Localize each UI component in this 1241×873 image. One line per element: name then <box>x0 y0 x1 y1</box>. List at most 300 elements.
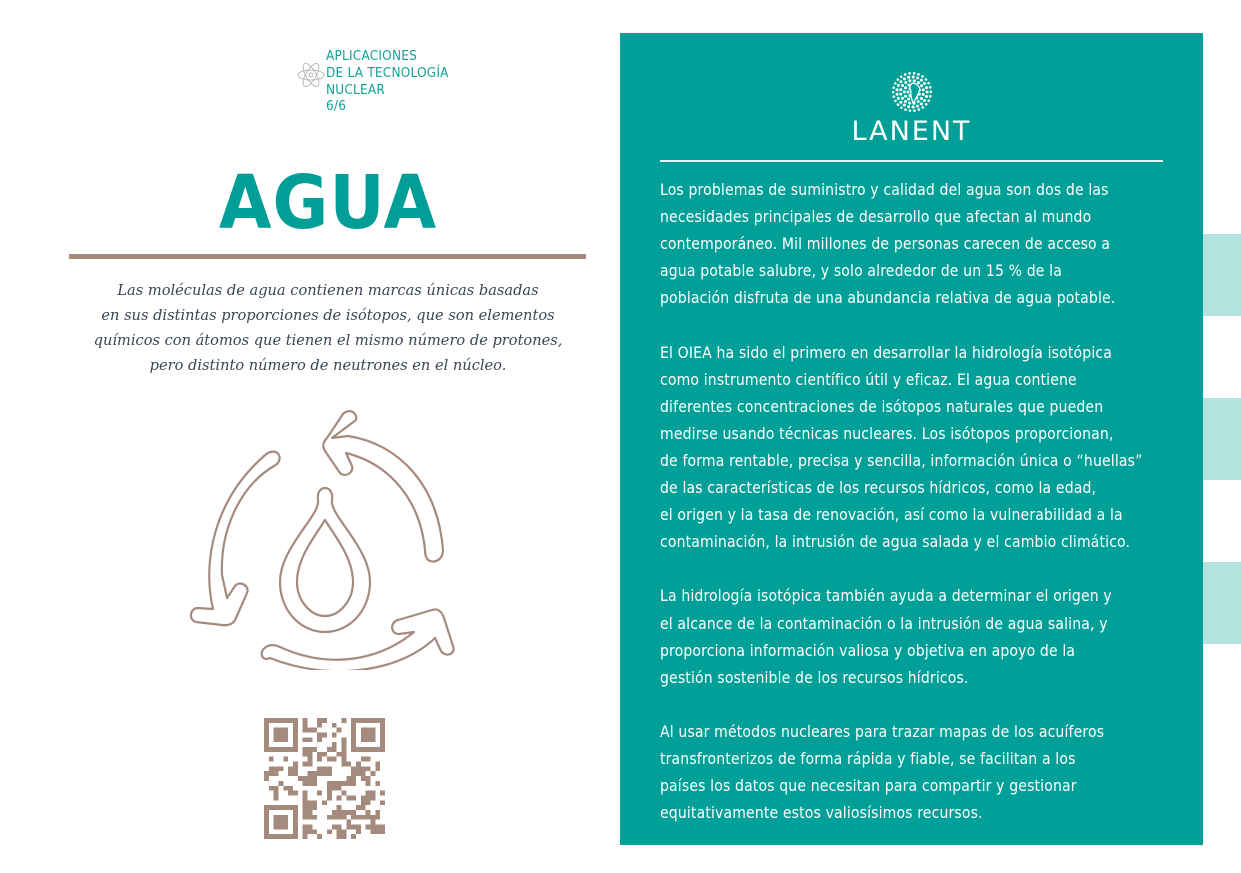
qr-module <box>283 824 288 829</box>
qr-module <box>274 733 279 738</box>
qr-module <box>303 834 308 839</box>
qr-module <box>380 824 385 829</box>
qr-module <box>283 737 288 742</box>
qr-module <box>303 781 308 786</box>
qr-module <box>303 795 308 800</box>
qr-module <box>380 742 385 747</box>
series-header <box>296 48 449 115</box>
qr-module <box>279 815 284 820</box>
qr-module <box>274 820 279 825</box>
qr-module <box>337 815 342 820</box>
qr-module <box>351 771 356 776</box>
text-line: diferentes concentraciones de isótopos naturales que pueden <box>660 397 1104 416</box>
qr-module <box>361 800 366 805</box>
qr-module <box>279 824 284 829</box>
qr-module <box>317 752 322 757</box>
globe-dot <box>902 77 905 80</box>
qr-module <box>303 737 308 742</box>
intro-line: químicos con átomos que tienen el mismo número de protones, <box>93 332 563 349</box>
text-line: Los problemas de suministro y calidad del agua son dos de las <box>660 181 1109 199</box>
globe-dot <box>915 105 918 108</box>
qr-module <box>351 728 356 733</box>
globe-dot <box>902 90 905 93</box>
qr-module <box>351 795 356 800</box>
page-title: AGUA <box>218 160 438 246</box>
qr-module <box>375 781 380 786</box>
qr-module <box>346 810 351 815</box>
qr-module <box>279 781 284 786</box>
qr-module <box>337 834 342 839</box>
qr-module <box>317 791 322 796</box>
globe-dot <box>912 72 915 75</box>
series-page-number: 6/6 <box>326 98 347 115</box>
qr-module <box>293 829 298 834</box>
qr-module <box>283 834 288 839</box>
qr-module <box>375 747 380 752</box>
qr-module <box>351 718 356 723</box>
globe-dot <box>921 93 924 96</box>
text-line: transfronterizos de forma rápida y fiable, se facilitan a los <box>660 749 1076 768</box>
qr-module <box>366 824 371 829</box>
globe-dot <box>924 78 927 81</box>
qr-module <box>283 747 288 752</box>
text-line: el origen y la tasa de renovación, así como la vulnerabilidad a la <box>660 506 1123 525</box>
info-panel <box>620 33 1203 845</box>
qr-module <box>341 781 346 786</box>
qr-module <box>279 733 284 738</box>
atom-icon <box>296 52 326 98</box>
qr-module <box>375 824 380 829</box>
globe-dot <box>907 97 910 100</box>
globe-dot <box>929 91 932 94</box>
globe-dot <box>908 109 911 112</box>
qr-module <box>366 747 371 752</box>
qr-module <box>332 824 337 829</box>
qr-module <box>327 829 332 834</box>
qr-module <box>380 737 385 742</box>
qr-module <box>303 810 308 815</box>
qr-module <box>279 737 284 742</box>
body-text <box>660 177 1180 854</box>
qr-module <box>366 737 371 742</box>
qr-module <box>317 766 322 771</box>
globe-dot <box>896 103 899 106</box>
qr-module <box>366 810 371 815</box>
qr-module <box>356 762 361 767</box>
qr-module <box>293 824 298 829</box>
qr-module <box>380 791 385 796</box>
section-tab[interactable] <box>1203 234 1241 316</box>
qr-module <box>283 815 288 820</box>
qr-module <box>327 766 332 771</box>
qr-module <box>279 747 284 752</box>
qr-module <box>264 733 269 738</box>
qr-module <box>303 776 308 781</box>
qr-module <box>308 800 313 805</box>
qr-module <box>332 742 337 747</box>
qr-module <box>337 824 342 829</box>
qr-module <box>351 723 356 728</box>
qr-module <box>274 728 279 733</box>
globe-dot <box>895 93 898 96</box>
globe-dot <box>924 86 927 89</box>
qr-module <box>351 815 356 820</box>
qr-module <box>327 757 332 762</box>
qr-module <box>293 805 298 810</box>
qr-module <box>322 771 327 776</box>
qr-module <box>317 718 322 723</box>
qr-module <box>351 766 356 771</box>
qr-module <box>346 824 351 829</box>
globe-dot <box>919 102 922 105</box>
globe-dot <box>899 93 902 96</box>
qr-module <box>332 757 337 762</box>
qr-module <box>366 766 371 771</box>
globe-dot <box>904 86 907 89</box>
qr-module <box>288 771 293 776</box>
qr-module <box>356 766 361 771</box>
qr-module <box>303 762 308 767</box>
qr-module <box>351 776 356 781</box>
qr-module <box>293 766 298 771</box>
globe-dot <box>922 99 925 102</box>
globe-dot <box>899 88 902 91</box>
paragraph <box>660 583 1180 691</box>
globe-dot <box>908 102 911 105</box>
qr-module <box>293 742 298 747</box>
globe-dot <box>894 100 897 103</box>
qr-module <box>264 737 269 742</box>
globe-dot <box>908 72 911 75</box>
qr-module <box>332 723 337 728</box>
qr-module <box>264 820 269 825</box>
qr-module <box>361 795 366 800</box>
qr-module <box>361 766 366 771</box>
qr-module <box>346 795 351 800</box>
qr-module <box>279 834 284 839</box>
qr-module <box>341 757 346 762</box>
qr-module <box>370 820 375 825</box>
globe-network-icon <box>891 71 933 113</box>
qr-module <box>288 718 293 723</box>
qr-module <box>361 771 366 776</box>
qr-module <box>322 752 327 757</box>
qr-module <box>279 805 284 810</box>
qr-module <box>366 791 371 796</box>
qr-module <box>264 810 269 815</box>
qr-module <box>322 800 327 805</box>
globe-dot <box>903 73 906 76</box>
globe-dot <box>919 97 922 100</box>
qr-module <box>370 771 375 776</box>
qr-module <box>264 829 269 834</box>
qr-module <box>293 718 298 723</box>
qr-module <box>337 781 342 786</box>
qr-module <box>322 733 327 738</box>
qr-module <box>332 810 337 815</box>
globe-dot <box>917 73 920 76</box>
qr-module <box>370 728 375 733</box>
qr-module <box>274 795 279 800</box>
qr-module <box>337 786 342 791</box>
qr-module <box>279 718 284 723</box>
text-line: La hidrología isotópica también ayuda a determinar el origen y <box>660 587 1112 606</box>
logo <box>620 71 1203 147</box>
qr-module <box>308 752 313 757</box>
qr-module <box>351 733 356 738</box>
qr-module <box>264 747 269 752</box>
qr-module <box>264 776 269 781</box>
qr-module <box>308 829 313 834</box>
qr-module <box>303 723 308 728</box>
globe-dot <box>907 76 910 79</box>
globe-dot <box>924 103 927 106</box>
qr-module <box>312 776 317 781</box>
qr-module <box>370 815 375 820</box>
globe-dot <box>917 108 920 111</box>
text-line: gestión sostenible de los recursos hídricos. <box>660 668 969 687</box>
qr-module <box>303 800 308 805</box>
qr-module <box>308 728 313 733</box>
text-line: agua potable salubre, y solo alrededor de un 15 % de la <box>660 262 1062 281</box>
qr-module <box>337 810 342 815</box>
qr-module <box>308 824 313 829</box>
qr-module <box>370 795 375 800</box>
text-line: medirse usando técnicas nucleares. Los isótopos proporcionan, <box>660 424 1114 443</box>
qr-module <box>303 805 308 810</box>
qr-module <box>327 747 332 752</box>
qr-module <box>337 728 342 733</box>
qr-module <box>366 795 371 800</box>
qr-module <box>317 733 322 738</box>
qr-module <box>337 805 342 810</box>
qr-module <box>312 800 317 805</box>
qr-module <box>337 829 342 834</box>
qr-module <box>317 834 322 839</box>
qr-module <box>361 757 366 762</box>
globe-dot <box>928 86 931 89</box>
qr-module <box>308 781 313 786</box>
globe-dot <box>906 91 909 94</box>
section-tab[interactable] <box>1203 398 1241 480</box>
qr-module <box>327 791 332 796</box>
qr-module <box>303 824 308 829</box>
qr-module <box>293 815 298 820</box>
text-line: El OIEA ha sido el primero en desarrollar la hidrología isotópica <box>660 343 1112 362</box>
qr-module <box>312 781 317 786</box>
qr-module <box>274 747 279 752</box>
qr-module <box>351 810 356 815</box>
globe-dot <box>891 91 894 94</box>
qr-module <box>283 820 288 825</box>
globe-dot <box>925 91 928 94</box>
qr-module <box>346 781 351 786</box>
text-line: el alcance de la contaminación o la intrusión de agua salina, y <box>660 614 1108 633</box>
text-line: necesidades principales de desarrollo que afectan al mundo <box>660 208 1092 227</box>
qr-module <box>269 771 274 776</box>
qr-module <box>308 762 313 767</box>
qr-module <box>356 747 361 752</box>
qr-module <box>274 791 279 796</box>
qr-module <box>288 747 293 752</box>
qr-module <box>341 742 346 747</box>
qr-module <box>370 829 375 834</box>
qr-module <box>327 795 332 800</box>
qr-module <box>283 728 288 733</box>
globe-dot <box>921 75 924 78</box>
qr-module <box>312 815 317 820</box>
text-line: población disfruta de una abundancia relativa de agua potable. <box>660 289 1116 308</box>
qr-module <box>380 733 385 738</box>
qr-module <box>274 805 279 810</box>
qr-module <box>356 805 361 810</box>
qr-module <box>288 805 293 810</box>
continent-shape <box>909 83 919 103</box>
qr-module <box>380 723 385 728</box>
qr-module <box>356 815 361 820</box>
qr-module <box>293 834 298 839</box>
qr-module <box>312 747 317 752</box>
text-line: de las características de los recursos hídricos, como la edad, <box>660 479 1097 498</box>
text-line: países los datos que necesitan para compartir y gestionar <box>660 777 1077 796</box>
qr-module <box>366 776 371 781</box>
section-tab[interactable] <box>1203 562 1241 644</box>
qr-module <box>380 829 385 834</box>
qr-module <box>361 747 366 752</box>
qr-module <box>356 829 361 834</box>
title-divider <box>69 254 586 259</box>
globe-dot <box>911 106 914 109</box>
qr-module <box>269 747 274 752</box>
text-line: contemporáneo. Mil millones de personas carecen de acceso a <box>660 235 1111 254</box>
intro-line: pero distinto número de neutrones en el núcleo. <box>149 357 507 374</box>
qr-module <box>264 718 269 723</box>
qr-module <box>370 824 375 829</box>
qr-module <box>366 781 371 786</box>
qr-module <box>380 800 385 805</box>
qr-module <box>298 776 303 781</box>
qr-module <box>264 834 269 839</box>
qr-module <box>327 781 332 786</box>
qr-module <box>308 737 313 742</box>
globe-dot <box>900 106 903 109</box>
text-line: equitativamente estos valiosísimos recursos. <box>660 804 983 823</box>
qr-module <box>361 776 366 781</box>
globe-dot <box>896 78 899 81</box>
globe-dot <box>893 82 896 85</box>
globe-dot <box>907 105 910 108</box>
globe-dot <box>919 79 922 82</box>
qr-module <box>370 747 375 752</box>
qr-module <box>327 786 332 791</box>
qr-module <box>264 742 269 747</box>
qr-module <box>317 771 322 776</box>
qr-module <box>279 766 284 771</box>
paragraph <box>660 340 1180 557</box>
qr-module <box>264 824 269 829</box>
qr-module <box>308 771 313 776</box>
qr-module <box>366 757 371 762</box>
qr-module <box>337 752 342 757</box>
qr-module <box>317 723 322 728</box>
globe-dot <box>920 84 923 87</box>
qr-module <box>317 757 322 762</box>
qr-module <box>293 723 298 728</box>
globe-dot <box>921 106 924 109</box>
qr-module <box>317 737 322 742</box>
qr-module <box>288 766 293 771</box>
qr-module <box>269 805 274 810</box>
globe-dot <box>895 88 898 91</box>
qr-module <box>366 815 371 820</box>
qr-module <box>288 791 293 796</box>
qr-code[interactable] <box>264 718 385 839</box>
qr-module <box>351 742 356 747</box>
qr-module <box>341 762 346 767</box>
qr-module <box>264 723 269 728</box>
qr-module <box>269 766 274 771</box>
qr-module <box>375 829 380 834</box>
qr-module <box>293 733 298 738</box>
qr-module <box>356 771 361 776</box>
qr-module <box>283 733 288 738</box>
water-cycle-icon <box>180 400 470 670</box>
text-line: proporciona información valiosa y objetiva en apoyo de la <box>660 641 1076 660</box>
qr-module <box>283 786 288 791</box>
logo-text: LANENT <box>851 116 972 147</box>
qr-module <box>332 786 337 791</box>
qr-module <box>293 762 298 767</box>
qr-module <box>293 728 298 733</box>
qr-module <box>366 728 371 733</box>
globe-dot <box>908 79 911 82</box>
qr-module <box>375 718 380 723</box>
qr-module <box>274 766 279 771</box>
qr-module <box>375 762 380 767</box>
intro-line: en sus distintas proporciones de isótopos, que son elementos <box>101 307 555 324</box>
qr-module <box>332 781 337 786</box>
paragraph <box>660 177 1180 312</box>
qr-module <box>370 733 375 738</box>
qr-module <box>332 815 337 820</box>
qr-module <box>356 824 361 829</box>
globe-dot <box>916 81 919 84</box>
qr-module <box>279 820 284 825</box>
qr-module <box>361 728 366 733</box>
qr-module <box>341 718 346 723</box>
qr-module <box>351 747 356 752</box>
qr-module <box>293 820 298 825</box>
qr-module <box>341 791 346 796</box>
qr-module <box>361 733 366 738</box>
globe-dot <box>916 100 919 103</box>
globe-dot <box>924 95 927 98</box>
text-line: contaminación, la intrusión de agua salada y el cambio climático. <box>660 533 1131 552</box>
qr-module <box>312 805 317 810</box>
panel-divider <box>660 160 1163 162</box>
qr-module <box>322 718 327 723</box>
qr-module <box>351 737 356 742</box>
globe-dot <box>899 75 902 78</box>
globe-dot <box>892 86 895 89</box>
globe-dot <box>901 84 904 87</box>
globe-dot <box>903 95 906 98</box>
qr-module <box>264 771 269 776</box>
qr-module <box>366 718 371 723</box>
qr-module <box>375 810 380 815</box>
qr-module <box>303 791 308 796</box>
left-column <box>0 0 620 873</box>
